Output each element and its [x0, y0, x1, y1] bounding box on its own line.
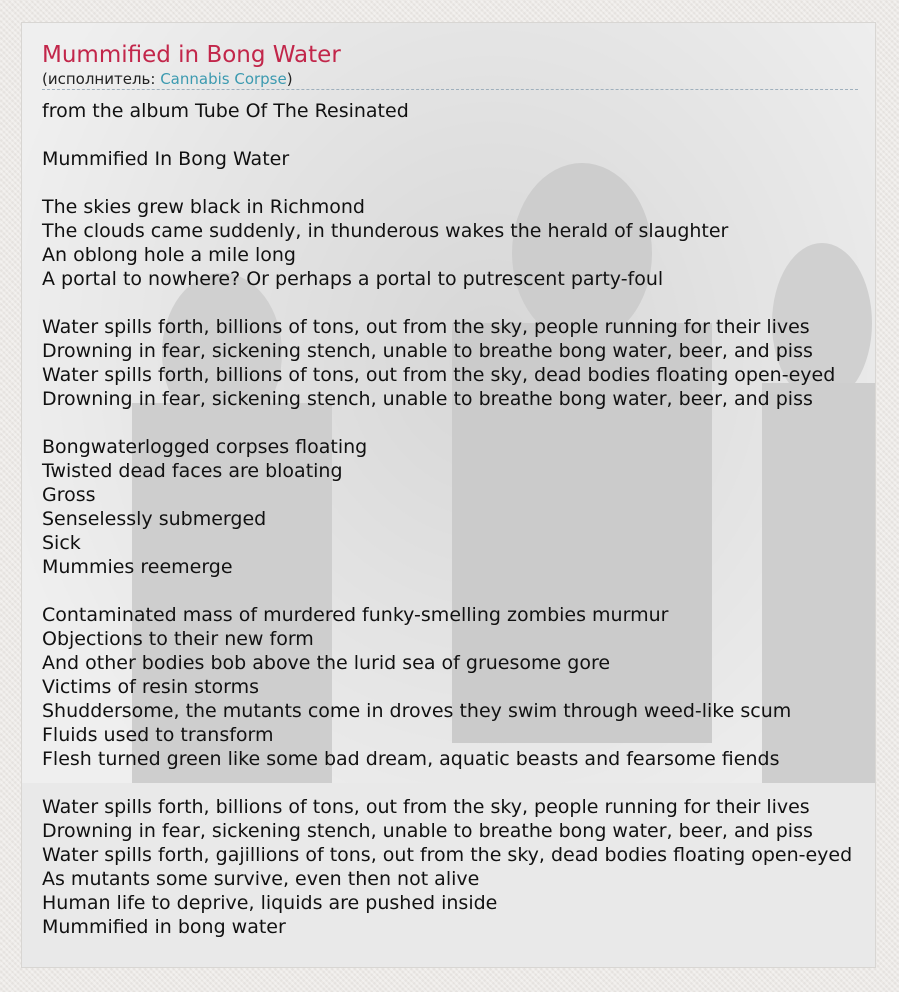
- lyrics-content: [42, 40, 862, 963]
- lyrics-stanza: [42, 315, 862, 411]
- lyrics-line: Victims of resin storms: [42, 676, 260, 698]
- lyrics-line: from the album Tube Of The Resinated: [42, 100, 409, 122]
- lyrics-line: Human life to deprive, liquids are pushed inside: [42, 892, 498, 914]
- lyrics-stanza: [42, 99, 862, 123]
- artist-prefix: (исполнитель:: [42, 70, 161, 88]
- lyrics-line: And other bodies bob above the lurid sea of gruesome gore: [42, 652, 611, 674]
- lyrics-line: Sick: [42, 532, 81, 554]
- artist-line: [42, 70, 862, 88]
- lyrics-stanza: [42, 435, 862, 579]
- lyrics-line: The clouds came suddenly, in thunderous wakes the herald of slaughter: [42, 220, 729, 242]
- lyrics-stanza: [42, 147, 862, 171]
- lyrics-line: As mutants some survive, even then not alive: [42, 868, 480, 890]
- lyrics-line: Water spills forth, billions of tons, out from the sky, people running for their lives: [42, 316, 810, 338]
- lyrics-line: An oblong hole a mile long: [42, 244, 296, 266]
- lyrics-line: Water spills forth, billions of tons, out from the sky, people running for their lives: [42, 796, 810, 818]
- lyrics-stanza: [42, 603, 862, 771]
- lyrics-line: Drowning in fear, sickening stench, unable to breathe bong water, beer, and piss: [42, 820, 813, 842]
- lyrics-line: Water spills forth, gajillions of tons, out from the sky, dead bodies floating open-eyed: [42, 844, 853, 866]
- lyrics-stanza: [42, 195, 862, 291]
- lyrics-line: A portal to nowhere? Or perhaps a portal to putrescent party-foul: [42, 268, 664, 290]
- lyrics-line: Mummified In Bong Water: [42, 148, 290, 170]
- song-title: Mummified in Bong Water: [42, 42, 341, 68]
- lyrics-stanza: [42, 795, 862, 939]
- lyrics-line: Bongwaterlogged corpses floating: [42, 436, 368, 458]
- title-divider: [42, 89, 858, 90]
- artist-link[interactable]: Cannabis Corpse: [160, 70, 287, 88]
- lyrics-line: The skies grew black in Richmond: [42, 196, 365, 218]
- lyrics-line: Senselessly submerged: [42, 508, 267, 530]
- lyrics-line: Shuddersome, the mutants come in droves they swim through weed-like scum: [42, 700, 792, 722]
- lyrics-line: Drowning in fear, sickening stench, unable to breathe bong water, beer, and piss: [42, 340, 813, 362]
- lyrics-line: Gross: [42, 484, 96, 506]
- lyrics-line: Objections to their new form: [42, 628, 314, 650]
- lyrics-line: Contaminated mass of murdered funky-smelling zombies murmur: [42, 604, 669, 626]
- lyrics-text: [42, 99, 862, 939]
- lyrics-card: [21, 22, 876, 968]
- lyrics-line: Drowning in fear, sickening stench, unable to breathe bong water, beer, and piss: [42, 388, 813, 410]
- lyrics-line: Water spills forth, billions of tons, out from the sky, dead bodies floating open-eyed: [42, 364, 836, 386]
- lyrics-line: Flesh turned green like some bad dream, aquatic beasts and fearsome fiends: [42, 748, 780, 770]
- artist-suffix: ): [286, 70, 293, 88]
- lyrics-line: Fluids used to transform: [42, 724, 274, 746]
- lyrics-line: Mummies reemerge: [42, 556, 233, 578]
- lyrics-line: Twisted dead faces are bloating: [42, 460, 343, 482]
- lyrics-line: Mummified in bong water: [42, 916, 286, 938]
